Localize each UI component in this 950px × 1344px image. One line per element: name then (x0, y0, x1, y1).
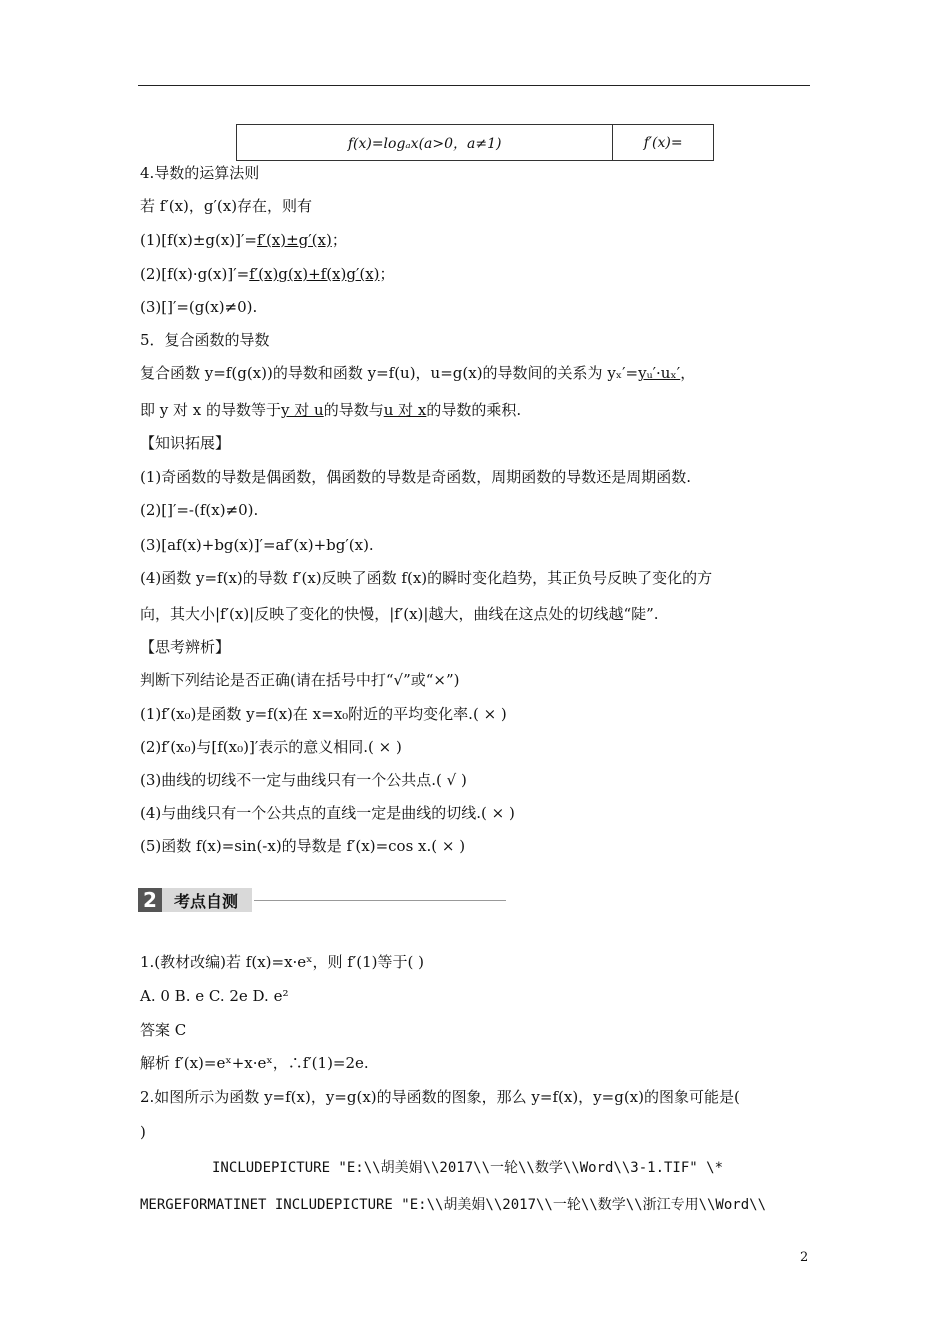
rule-2-lhs: (2)[f(x)·g(x)]′= (140, 265, 250, 283)
judgement-4: (4)与曲线只有一个公共点的直线一定是曲线的切线.( × ) (140, 804, 515, 822)
extension-4a: (4)函数 y=f(x)的导数 f′(x)反映了函数 f(x)的瞬时变化趋势，其正负号反映了变化的方 (140, 569, 713, 587)
judgement-2: (2)f′(x₀)与[f(x₀)]′表示的意义相同.( × ) (140, 738, 402, 756)
table-row (237, 125, 714, 161)
page-number: 2 (800, 1250, 809, 1265)
heading-thinking: 【思考辨析】 (140, 638, 231, 656)
text-line: 若 f′(x)，g′(x)存在，则有 (140, 197, 313, 215)
section-title: 考点自测 (162, 888, 252, 912)
rule-1-answer: f′(x)±g′(x) (256, 231, 332, 249)
rule-1 (140, 230, 347, 250)
rule-2 (140, 264, 395, 284)
punct: ， (680, 364, 696, 382)
composite-line-1 (140, 363, 695, 383)
heading-composite: 5．复合函数的导数 (140, 331, 270, 349)
formula-left-cell: f(x)=logₐx(a>0，a≠1) (237, 125, 613, 161)
judgement-5: (5)函数 f(x)=sin(-x)的导数是 f′(x)=cos x.( × ) (140, 837, 466, 855)
extension-4b: 向，其大小|f′(x)|反映了变化的快慢，|f′(x)|越大，曲线在这点处的切线越“陡”. (140, 605, 659, 623)
punct: ； (379, 265, 395, 283)
heading-rules: 4.导数的运算法则 (140, 164, 260, 182)
formula-table (236, 124, 714, 161)
punct: ； (331, 231, 347, 249)
question-2: 2.如图所示为函数 y=f(x)，y=g(x)的导函数的图象，那么 y=f(x)，y=g(x)的图象可能是( (140, 1088, 740, 1106)
answer-segment: u 对 x (383, 401, 427, 419)
formula-right-cell: f′(x)= (613, 125, 714, 161)
thinking-intro: 判断下列结论是否正确(请在括号中打“√”或“×”) (140, 671, 460, 689)
field-code-line-2: MERGEFORMATINET INCLUDEPICTURE "E:\\胡美娟\\2017\\一轮\\数学\\浙江专用\\Word\\ (140, 1197, 767, 1213)
question-1-options: A. 0 B. e C. 2e D. e² (140, 987, 289, 1005)
analysis: 解析 f′(x)=eˣ+x·eˣ，∴f′(1)=2e. (140, 1054, 369, 1072)
composite-text: 复合函数 y=f(g(x))的导数和函数 y=f(u)，u=g(x)的导数间的关系为 yₓ′= (140, 364, 639, 382)
extension-2: (2)[]′=-(f(x)≠0). (140, 501, 259, 519)
rule-3: (3)[]′=(g(x)≠0). (140, 298, 258, 316)
text-segment: 的导数与 (323, 401, 384, 419)
rule-2-answer: f′(x)g(x)+f(x)g′(x) (249, 265, 380, 283)
composite-line-2 (140, 400, 521, 420)
answer: 答案 C (140, 1021, 187, 1039)
answer-segment: y 对 u (281, 401, 324, 419)
text-segment: 即 y 对 x 的导数等于 (140, 401, 282, 419)
extension-3: (3)[af(x)+bg(x)]′=af′(x)+bg′(x). (140, 536, 374, 554)
text-segment: 的导数的乘积. (426, 401, 522, 419)
judgement-3: (3)曲线的切线不一定与曲线只有一个公共点.( √ ) (140, 771, 467, 789)
extension-1: (1)奇函数的导数是偶函数，偶函数的导数是奇函数，周期函数的导数还是周期函数. (140, 468, 692, 486)
field-code-line-1: INCLUDEPICTURE "E:\\胡美娟\\2017\\一轮\\数学\\Word\\3-1.TIF" \* (212, 1160, 724, 1176)
section-rule (254, 900, 506, 901)
section-number: 2 (138, 888, 162, 912)
heading-extension: 【知识拓展】 (140, 434, 231, 452)
section-header (138, 888, 506, 912)
rule-1-lhs: (1)[f(x)±g(x)]′= (140, 231, 257, 249)
composite-answer: yᵤ′·uₓ′ (638, 364, 681, 382)
question-2-cont: ) (140, 1123, 146, 1141)
judgement-1: (1)f′(x₀)是函数 y=f(x)在 x=x₀附近的平均变化率.( × ) (140, 705, 507, 723)
header-rule (138, 85, 810, 86)
question-1: 1.(教材改编)若 f(x)=x·eˣ，则 f′(1)等于( ) (140, 953, 424, 971)
